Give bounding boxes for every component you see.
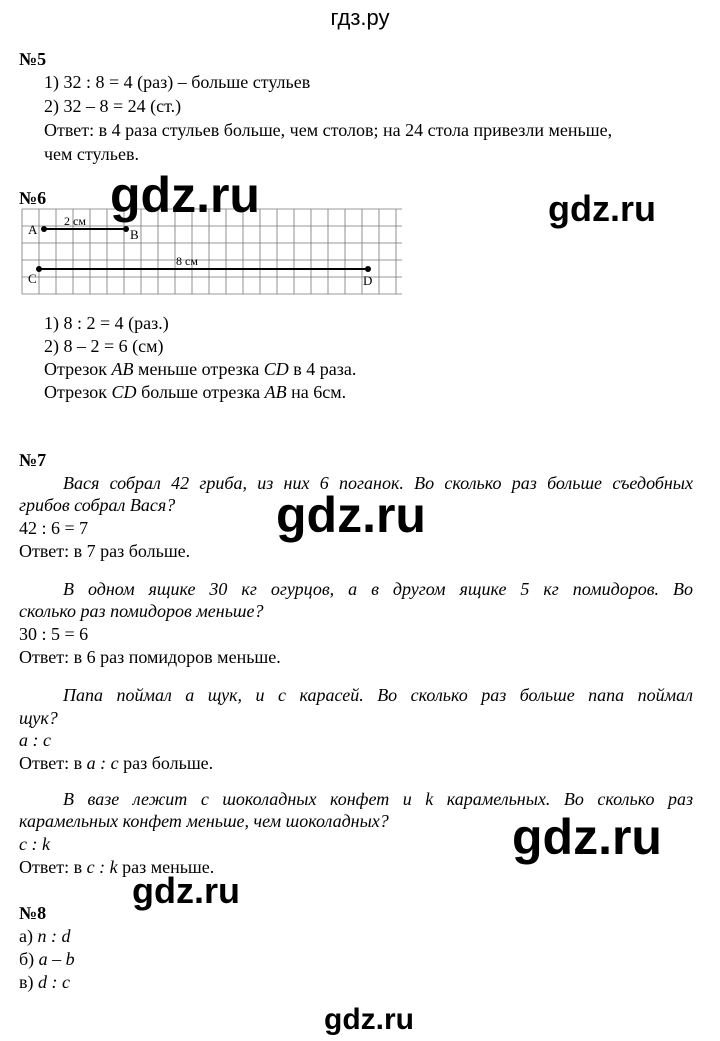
segment-name: AB: [264, 382, 287, 402]
ab-length-label: 2 см: [64, 214, 86, 228]
text: на 6см.: [286, 382, 347, 402]
task5-line-2: 2) 32 – 8 = 24 (ст.): [44, 96, 182, 116]
task7-number: №7: [19, 450, 47, 470]
task7-problem-3-line-2: щук?: [19, 708, 58, 728]
text: больше отрезка: [136, 382, 265, 402]
task8-item-a: [19, 925, 70, 947]
task6-number: №6: [19, 188, 47, 208]
task7-problem-4-calc: c : k: [19, 834, 50, 854]
point-d-label: D: [363, 273, 373, 288]
segment-name: AB: [111, 359, 134, 379]
task8-number: №8: [19, 903, 47, 923]
text: меньше отрезка: [133, 359, 264, 379]
task5-line-1: 1) 32 : 8 = 4 (раз) – больше стульев: [44, 72, 311, 92]
text: раз меньше.: [117, 857, 215, 877]
task7-problem-4-line-2: карамельных конфет меньше, чем шоколадных?: [19, 811, 389, 831]
task7-problem-1-answer: Ответ: в 7 раз больше.: [19, 541, 191, 561]
text: Отрезок: [44, 359, 112, 379]
watermark: gdz.ru: [110, 167, 260, 223]
task8-item-c: [19, 971, 70, 993]
text: раз больше.: [118, 753, 214, 773]
task7-problem-1-line-1: Вася собрал 42 гриба, из них 6 поганок. Во сколько раз больше съедобных: [63, 473, 693, 493]
watermark: gdz.ru: [132, 870, 240, 911]
task7-problem-2-line-2: сколько раз помидоров меньше?: [19, 601, 264, 621]
text: Ответ: в: [19, 753, 87, 773]
task7-problem-3-line-1: Папа поймал а щук, и с карасей. Во сколько раз больше папа поймал: [63, 685, 693, 705]
task6-answer-1: [44, 358, 356, 380]
segment-name: CD: [263, 359, 289, 379]
text: в 4 раза.: [288, 359, 357, 379]
item-label: а): [19, 926, 38, 946]
task7-problem-2-line-1: В одном ящике 30 кг огурцов, а в другом ящике 5 кг помидоров. Во: [63, 579, 693, 599]
task5-number: №5: [19, 49, 47, 69]
task7-problem-1-calc: 42 : 6 = 7: [19, 518, 89, 538]
task5-line-3: Ответ: в 4 раза стульев больше, чем столов; на 24 стола привезли меньше,: [44, 120, 613, 140]
watermark: gdz.ru: [512, 809, 662, 865]
task8-item-b: [19, 948, 75, 970]
point-c-label: C: [28, 271, 37, 286]
text: Отрезок: [44, 382, 112, 402]
task7-problem-2-answer: Ответ: в 6 раз помидоров меньше.: [19, 647, 281, 667]
site-header: гдз.ру: [330, 5, 390, 30]
watermark: gdz.ru: [548, 188, 656, 229]
task7-problem-2-calc: 30 : 5 = 6: [19, 624, 89, 644]
point-a-label: A: [28, 222, 38, 237]
task6-answer-2: [44, 381, 346, 403]
task7-problem-4-line-1: В вазе лежит с шоколадных конфет и k карамельных. Во сколько раз: [63, 789, 693, 809]
task6-calc-1: 1) 8 : 2 = 4 (раз.): [44, 313, 169, 333]
segment-name: CD: [111, 382, 137, 402]
task5-line-4: чем стульев.: [44, 144, 139, 164]
text: Ответ: в: [19, 857, 87, 877]
watermark: gdz.ru: [324, 1003, 414, 1036]
task7-problem-3-answer: [19, 752, 213, 774]
expression: a : c: [86, 753, 119, 773]
item-label: б): [19, 949, 39, 969]
task6-calc-2: 2) 8 – 2 = 6 (см): [44, 336, 164, 356]
expression: c : k: [86, 857, 118, 877]
task7-problem-3-calc: a : c: [19, 730, 51, 750]
item-label: в): [19, 972, 38, 992]
expression: n : d: [37, 926, 71, 946]
expression: a – b: [38, 949, 75, 969]
watermark: gdz.ru: [276, 487, 426, 543]
segment-cd: [36, 266, 371, 272]
task7-problem-1-line-2: грибов собрал Вася?: [19, 495, 176, 515]
point-b-label: B: [130, 227, 139, 242]
expression: d : c: [38, 972, 70, 992]
cd-length-label: 8 см: [176, 254, 198, 268]
